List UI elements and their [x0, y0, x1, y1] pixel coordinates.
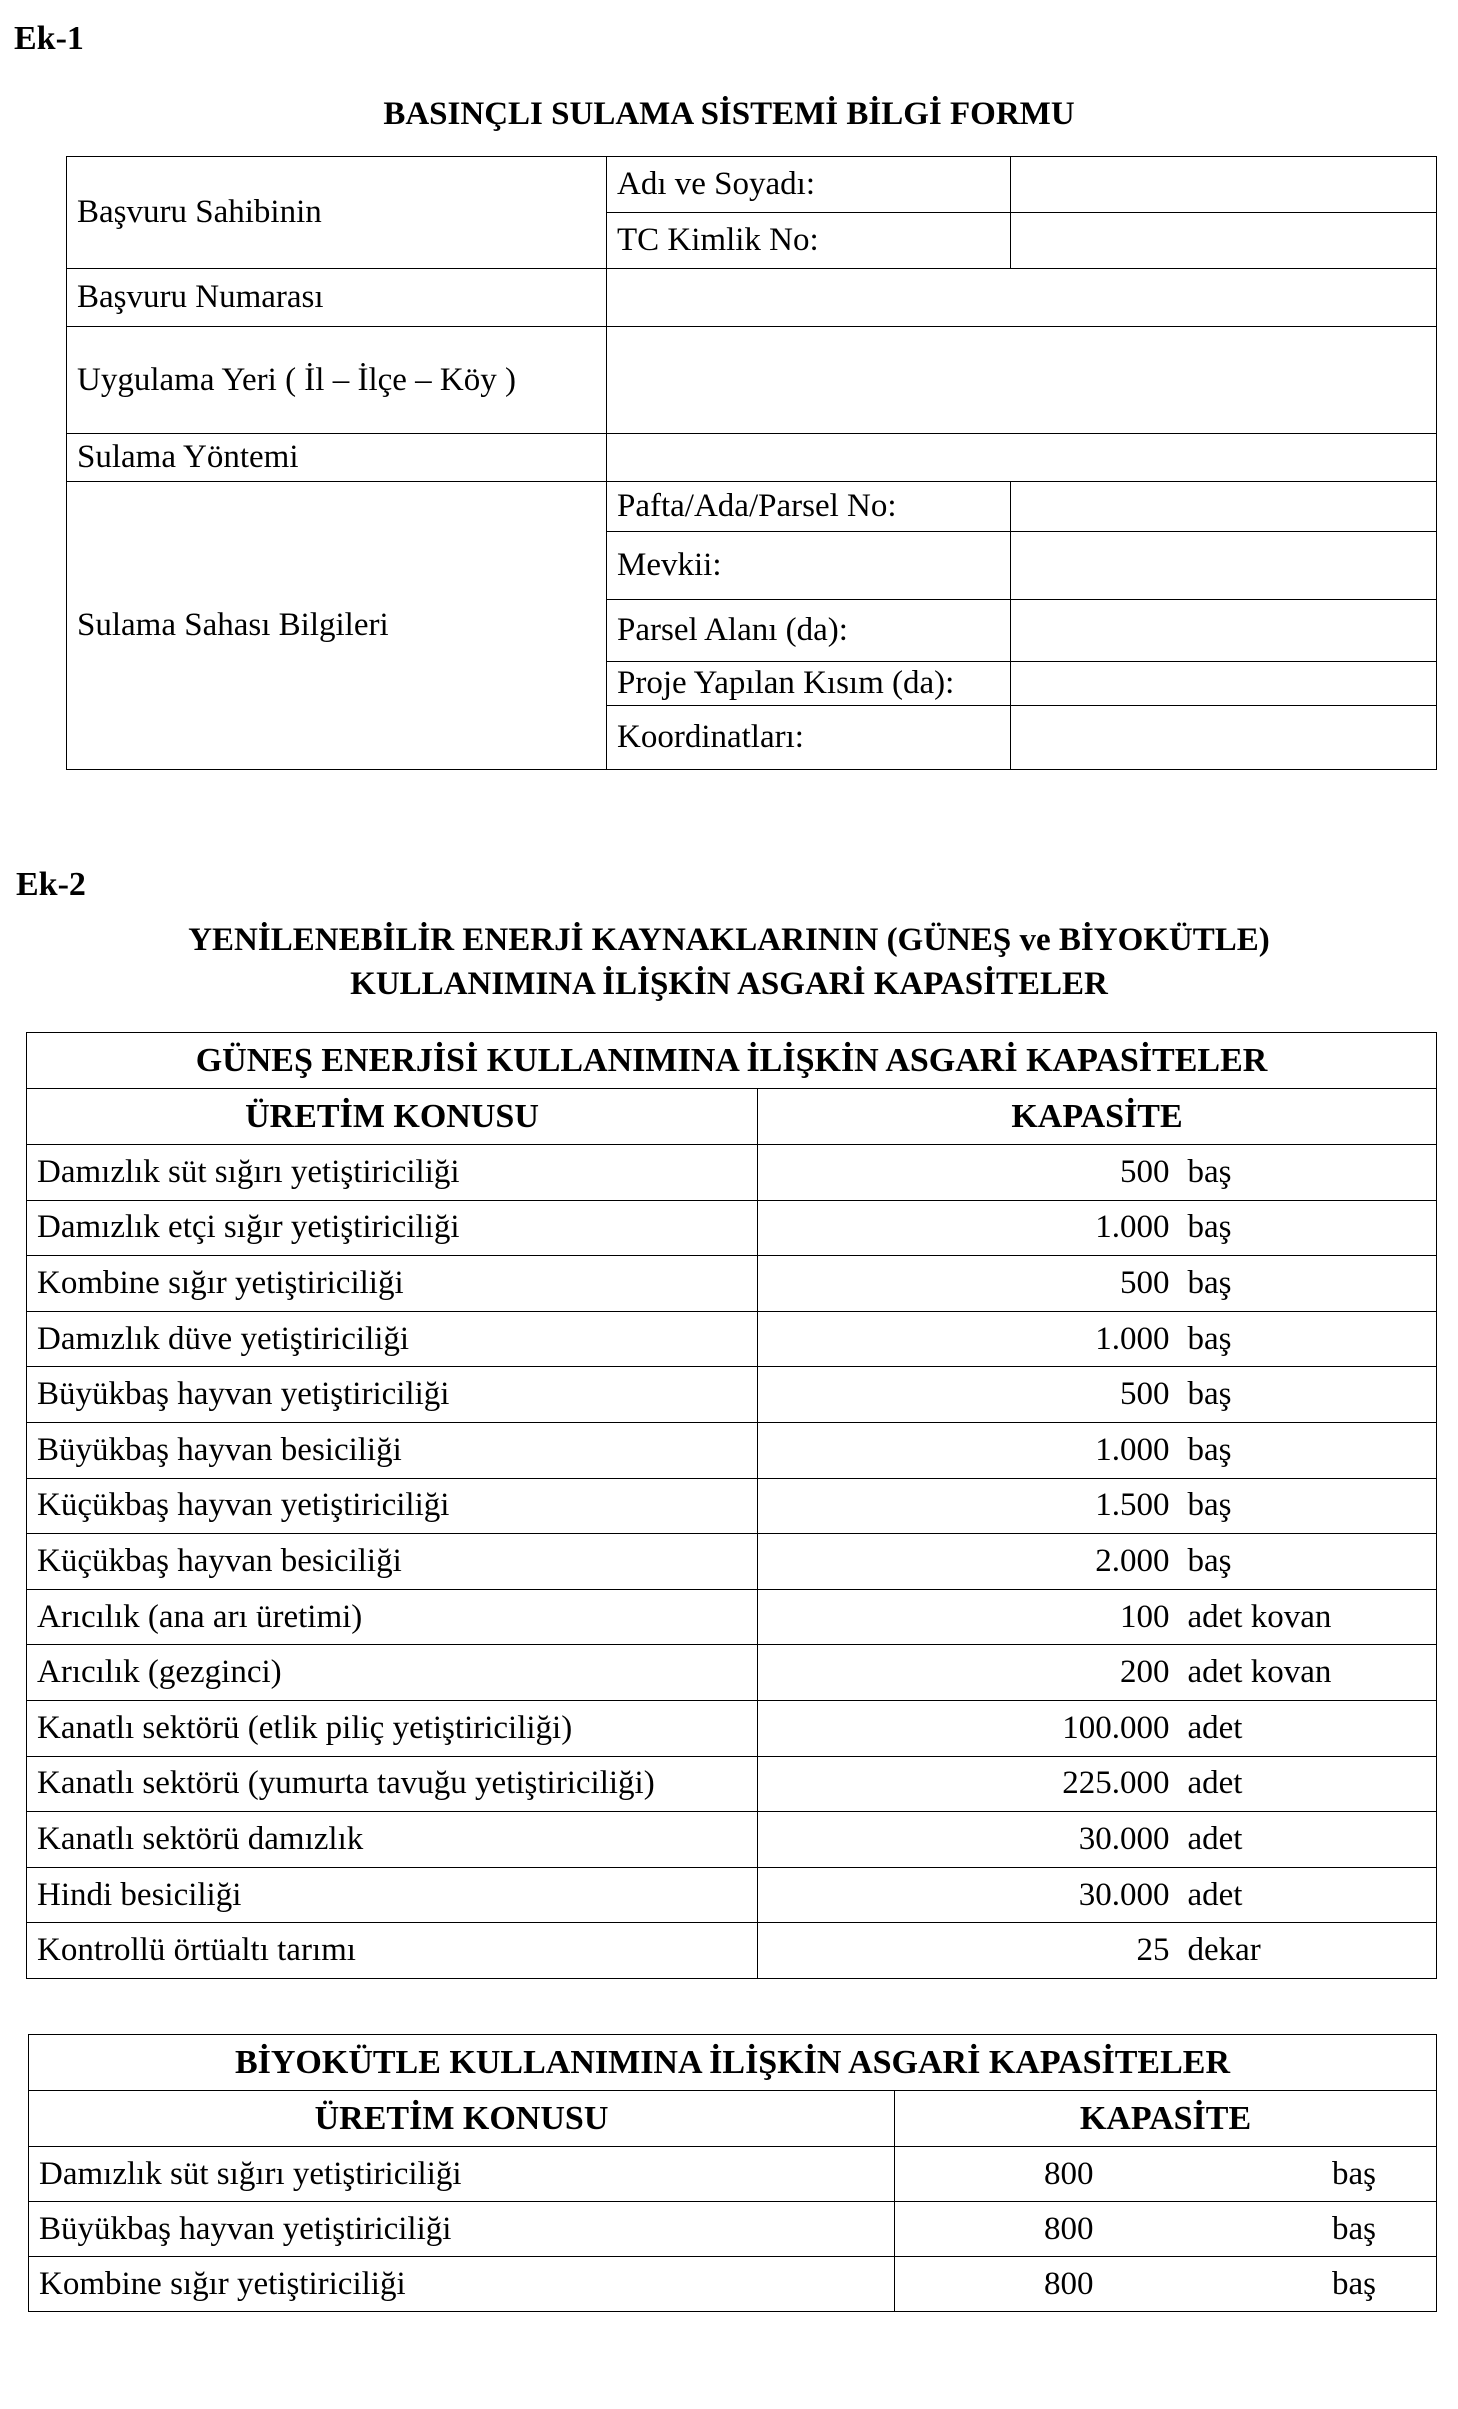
capacity-value: 800	[895, 2147, 1243, 2202]
capacity-unit: baş	[1178, 1311, 1437, 1367]
table-row	[29, 2202, 1437, 2257]
irrigation-area-label: Sulama Sahası Bilgileri	[67, 482, 607, 770]
capacity-unit: baş	[1178, 1200, 1437, 1256]
name-field[interactable]	[1011, 157, 1437, 213]
tc-label: TC Kimlik No:	[607, 213, 1011, 269]
capacity-unit: adet	[1178, 1812, 1437, 1868]
ek2-title-line2: KULLANIMINA İLİŞKİN ASGARİ KAPASİTELER	[350, 966, 1108, 1002]
table-row	[27, 1422, 1437, 1478]
solar-col-subject: ÜRETİM KONUSU	[27, 1089, 758, 1145]
production-subject: Küçükbaş hayvan yetiştiriciliği	[27, 1478, 758, 1534]
area-field-input[interactable]	[1011, 600, 1437, 662]
app-number-field[interactable]	[607, 269, 1437, 327]
production-subject: Damızlık düve yetiştiriciliği	[27, 1311, 758, 1367]
table-row	[27, 1812, 1437, 1868]
capacity-value: 1.000	[758, 1422, 1178, 1478]
biomass-col-capacity: KAPASİTE	[895, 2091, 1437, 2147]
capacity-unit: adet kovan	[1178, 1589, 1437, 1645]
area-field-label: Proje Yapılan Kısım (da):	[607, 662, 1011, 706]
capacity-value: 1.500	[758, 1478, 1178, 1534]
capacity-unit: baş	[1178, 1256, 1437, 1312]
capacity-unit: baş	[1178, 1422, 1437, 1478]
table-row	[27, 1200, 1437, 1256]
capacity-value: 800	[895, 2202, 1243, 2257]
area-field-label: Mevkii:	[607, 532, 1011, 600]
capacity-value: 800	[895, 2257, 1243, 2312]
location-label: Uygulama Yeri ( İl – İlçe – Köy )	[67, 327, 607, 434]
production-subject: Damızlık süt sığırı yetiştiriciliği	[27, 1145, 758, 1201]
area-field-label: Parsel Alanı (da):	[607, 600, 1011, 662]
capacity-unit: baş	[1243, 2202, 1437, 2257]
production-subject: Kanatlı sektörü (etlik piliç yetiştiriciliği)	[27, 1700, 758, 1756]
ek1-tag: Ek-1	[14, 20, 84, 57]
capacity-value: 2.000	[758, 1534, 1178, 1590]
irrigation-form-table	[66, 156, 1437, 770]
capacity-unit: baş	[1243, 2147, 1437, 2202]
capacity-value: 1.000	[758, 1311, 1178, 1367]
capacity-value: 500	[758, 1367, 1178, 1423]
capacity-value: 1.000	[758, 1200, 1178, 1256]
capacity-unit: adet	[1178, 1756, 1437, 1812]
table-row	[27, 1478, 1437, 1534]
table-row	[27, 1700, 1437, 1756]
area-field-input[interactable]	[1011, 532, 1437, 600]
production-subject: Kontrollü örtüaltı tarımı	[27, 1923, 758, 1979]
ek2-tag: Ek-2	[16, 866, 86, 903]
capacity-value: 100.000	[758, 1700, 1178, 1756]
table-row	[27, 1589, 1437, 1645]
production-subject: Büyükbaş hayvan yetiştiriciliği	[27, 1367, 758, 1423]
solar-table-title: GÜNEŞ ENERJİSİ KULLANIMINA İLİŞKİN ASGARİ KAPASİTELER	[27, 1033, 1437, 1089]
tc-field[interactable]	[1011, 213, 1437, 269]
table-row	[27, 1867, 1437, 1923]
capacity-value: 30.000	[758, 1867, 1178, 1923]
biomass-table-title: BİYOKÜTLE KULLANIMINA İLİŞKİN ASGARİ KAPASİTELER	[29, 2035, 1437, 2091]
table-row	[27, 1145, 1437, 1201]
capacity-value: 225.000	[758, 1756, 1178, 1812]
production-subject: Kanatlı sektörü damızlık	[27, 1812, 758, 1868]
production-subject: Arıcılık (ana arı üretimi)	[27, 1589, 758, 1645]
production-subject: Kanatlı sektörü (yumurta tavuğu yetiştiriciliği)	[27, 1756, 758, 1812]
irrigation-method-label: Sulama Yöntemi	[67, 434, 607, 482]
production-subject: Kombine sığır yetiştiriciliği	[29, 2257, 895, 2312]
capacity-unit: dekar	[1178, 1923, 1437, 1979]
location-field[interactable]	[607, 327, 1437, 434]
biomass-col-subject: ÜRETİM KONUSU	[29, 2091, 895, 2147]
table-row	[29, 2257, 1437, 2312]
table-row	[27, 1256, 1437, 1312]
app-number-label: Başvuru Numarası	[67, 269, 607, 327]
applicant-label: Başvuru Sahibinin	[67, 157, 607, 269]
capacity-value: 200	[758, 1645, 1178, 1701]
production-subject: Damızlık süt sığırı yetiştiriciliği	[29, 2147, 895, 2202]
capacity-unit: adet	[1178, 1700, 1437, 1756]
production-subject: Arıcılık (gezginci)	[27, 1645, 758, 1701]
production-subject: Hindi besiciliği	[27, 1867, 758, 1923]
capacity-unit: adet kovan	[1178, 1645, 1437, 1701]
production-subject: Kombine sığır yetiştiriciliği	[27, 1256, 758, 1312]
capacity-unit: baş	[1243, 2257, 1437, 2312]
capacity-unit: baş	[1178, 1145, 1437, 1201]
ek1-title: BASINÇLI SULAMA SİSTEMİ BİLGİ FORMU	[383, 96, 1075, 132]
name-label: Adı ve Soyadı:	[607, 157, 1011, 213]
table-row	[27, 1756, 1437, 1812]
solar-capacity-table	[26, 1032, 1437, 1979]
production-subject: Büyükbaş hayvan yetiştiriciliği	[29, 2202, 895, 2257]
capacity-value: 25	[758, 1923, 1178, 1979]
capacity-value: 100	[758, 1589, 1178, 1645]
biomass-capacity-table	[28, 2034, 1437, 2312]
solar-col-capacity: KAPASİTE	[758, 1089, 1437, 1145]
production-subject: Küçükbaş hayvan besiciliği	[27, 1534, 758, 1590]
table-row	[27, 1923, 1437, 1979]
area-field-label: Pafta/Ada/Parsel No:	[607, 482, 1011, 532]
area-field-label: Koordinatları:	[607, 706, 1011, 770]
area-field-input[interactable]	[1011, 662, 1437, 706]
table-row	[27, 1534, 1437, 1590]
table-row	[29, 2147, 1437, 2202]
irrigation-method-field[interactable]	[607, 434, 1437, 482]
capacity-value: 500	[758, 1256, 1178, 1312]
capacity-unit: baş	[1178, 1367, 1437, 1423]
capacity-unit: baş	[1178, 1478, 1437, 1534]
capacity-unit: baş	[1178, 1534, 1437, 1590]
ek2-title-line1: YENİLENEBİLİR ENERJİ KAYNAKLARININ (GÜNEŞ ve BİYOKÜTLE)	[188, 922, 1270, 958]
table-row	[27, 1367, 1437, 1423]
area-field-input[interactable]	[1011, 706, 1437, 770]
production-subject: Büyükbaş hayvan besiciliği	[27, 1422, 758, 1478]
table-row	[27, 1311, 1437, 1367]
area-field-input[interactable]	[1011, 482, 1437, 532]
capacity-value: 30.000	[758, 1812, 1178, 1868]
production-subject: Damızlık etçi sığır yetiştiriciliği	[27, 1200, 758, 1256]
table-row	[27, 1645, 1437, 1701]
capacity-unit: adet	[1178, 1867, 1437, 1923]
capacity-value: 500	[758, 1145, 1178, 1201]
